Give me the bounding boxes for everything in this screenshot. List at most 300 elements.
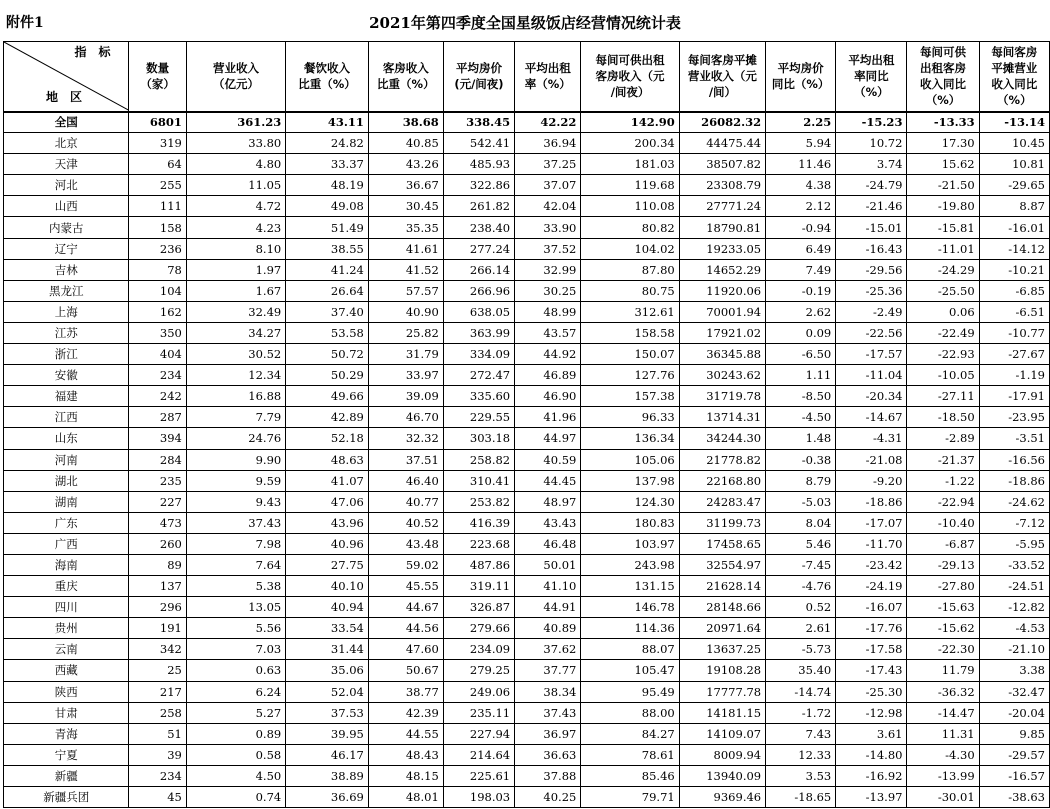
table-row: [4, 723, 1050, 744]
value-cell: -17.91: [979, 386, 1049, 407]
value-cell: 5.56: [186, 618, 285, 639]
value-cell: 30243.62: [679, 365, 765, 386]
value-cell: -0.19: [766, 280, 836, 301]
value-cell: 4.38: [766, 175, 836, 196]
table-row: [4, 154, 1050, 175]
value-cell: 40.85: [368, 133, 443, 154]
region-cell: 江西: [4, 407, 129, 428]
table-row: [4, 175, 1050, 196]
value-cell: 2.62: [766, 301, 836, 322]
value-cell: 33.97: [368, 365, 443, 386]
value-cell: -1.19: [979, 365, 1049, 386]
value-cell: -4.53: [979, 618, 1049, 639]
value-cell: -21.10: [979, 639, 1049, 660]
table-row: [4, 702, 1050, 723]
value-cell: 30.25: [515, 280, 581, 301]
value-cell: 10.81: [979, 154, 1049, 175]
value-cell: 46.70: [368, 407, 443, 428]
value-cell: -16.56: [979, 449, 1049, 470]
value-cell: 53.58: [286, 322, 369, 343]
value-cell: 44.45: [515, 470, 581, 491]
value-cell: -16.57: [979, 765, 1049, 786]
value-cell: 95.49: [581, 681, 679, 702]
value-cell: 44.92: [515, 344, 581, 365]
region-cell: 甘肃: [4, 702, 129, 723]
table-row: [4, 554, 1050, 575]
value-cell: 57.57: [368, 280, 443, 301]
value-cell: 23308.79: [679, 175, 765, 196]
value-cell: 0.09: [766, 322, 836, 343]
value-cell: -5.73: [766, 639, 836, 660]
value-cell: 227: [129, 491, 186, 512]
value-cell: 214.64: [443, 744, 514, 765]
value-cell: 64: [129, 154, 186, 175]
value-cell: 13637.25: [679, 639, 765, 660]
value-cell: 8.10: [186, 238, 285, 259]
value-cell: 37.51: [368, 449, 443, 470]
region-cell: 新疆兵团: [4, 787, 129, 808]
value-cell: 85.46: [581, 765, 679, 786]
value-cell: 49.66: [286, 386, 369, 407]
table-row: [4, 765, 1050, 786]
corner-region-label: 地 区: [46, 89, 83, 104]
value-cell: -24.62: [979, 491, 1049, 512]
table-row: [4, 449, 1050, 470]
value-cell: -10.21: [979, 259, 1049, 280]
value-cell: 37.52: [515, 238, 581, 259]
value-cell: 249.06: [443, 681, 514, 702]
value-cell: -13.97: [836, 787, 907, 808]
value-cell: 266.14: [443, 259, 514, 280]
value-cell: 48.19: [286, 175, 369, 196]
value-cell: 261.82: [443, 196, 514, 217]
value-cell: 2.25: [766, 112, 836, 133]
value-cell: 41.61: [368, 238, 443, 259]
value-cell: 48.97: [515, 491, 581, 512]
value-cell: 38.89: [286, 765, 369, 786]
value-cell: -2.89: [907, 428, 979, 449]
attachment-label: 附件1: [6, 15, 44, 31]
value-cell: 142.90: [581, 112, 679, 133]
value-cell: 47.06: [286, 491, 369, 512]
value-cell: 42.39: [368, 702, 443, 723]
value-cell: 146.78: [581, 597, 679, 618]
value-cell: -17.57: [836, 344, 907, 365]
value-cell: 4.72: [186, 196, 285, 217]
value-cell: 28148.66: [679, 597, 765, 618]
value-cell: 37.88: [515, 765, 581, 786]
value-cell: -6.87: [907, 533, 979, 554]
value-cell: 162: [129, 301, 186, 322]
value-cell: 191: [129, 618, 186, 639]
value-cell: 361.23: [186, 112, 285, 133]
value-cell: 50.01: [515, 554, 581, 575]
value-cell: 335.60: [443, 386, 514, 407]
value-cell: 48.99: [515, 301, 581, 322]
table-row: [4, 322, 1050, 343]
value-cell: -12.98: [836, 702, 907, 723]
value-cell: 5.27: [186, 702, 285, 723]
region-cell: 辽宁: [4, 238, 129, 259]
value-cell: 137.98: [581, 470, 679, 491]
value-cell: -27.80: [907, 576, 979, 597]
value-cell: 49.08: [286, 196, 369, 217]
value-cell: 40.89: [515, 618, 581, 639]
value-cell: 40.25: [515, 787, 581, 808]
value-cell: 32.32: [368, 428, 443, 449]
value-cell: 48.15: [368, 765, 443, 786]
value-cell: 27.75: [286, 554, 369, 575]
value-cell: 234: [129, 765, 186, 786]
value-cell: 150.07: [581, 344, 679, 365]
value-cell: -24.79: [836, 175, 907, 196]
value-cell: -11.01: [907, 238, 979, 259]
value-cell: 40.10: [286, 576, 369, 597]
value-cell: 326.87: [443, 597, 514, 618]
value-cell: -22.49: [907, 322, 979, 343]
value-cell: 25: [129, 660, 186, 681]
value-cell: -25.36: [836, 280, 907, 301]
value-cell: -10.77: [979, 322, 1049, 343]
value-cell: 44.56: [368, 618, 443, 639]
value-cell: 0.63: [186, 660, 285, 681]
value-cell: -7.12: [979, 512, 1049, 533]
table-row: [4, 533, 1050, 554]
value-cell: 24.76: [186, 428, 285, 449]
value-cell: -30.01: [907, 787, 979, 808]
value-cell: 200.34: [581, 133, 679, 154]
value-cell: -27.67: [979, 344, 1049, 365]
value-cell: 19233.05: [679, 238, 765, 259]
value-cell: 114.36: [581, 618, 679, 639]
value-cell: 51.49: [286, 217, 369, 238]
value-cell: 279.66: [443, 618, 514, 639]
value-cell: 84.27: [581, 723, 679, 744]
value-cell: 42.04: [515, 196, 581, 217]
table-row: [4, 133, 1050, 154]
value-cell: 103.97: [581, 533, 679, 554]
value-cell: 37.25: [515, 154, 581, 175]
value-cell: 8.79: [766, 470, 836, 491]
value-cell: 34.27: [186, 322, 285, 343]
value-cell: 542.41: [443, 133, 514, 154]
value-cell: 180.83: [581, 512, 679, 533]
value-cell: 37.40: [286, 301, 369, 322]
value-cell: 5.46: [766, 533, 836, 554]
value-cell: 26082.32: [679, 112, 765, 133]
value-cell: 227.94: [443, 723, 514, 744]
value-cell: -9.20: [836, 470, 907, 491]
region-cell: 湖北: [4, 470, 129, 491]
value-cell: -13.33: [907, 112, 979, 133]
region-cell: 海南: [4, 554, 129, 575]
corner-indicator-label: 指 标: [74, 45, 111, 59]
value-cell: 31.44: [286, 639, 369, 660]
value-cell: 13.05: [186, 597, 285, 618]
value-cell: 47.60: [368, 639, 443, 660]
value-cell: 43.43: [515, 512, 581, 533]
value-cell: 181.03: [581, 154, 679, 175]
value-cell: 404: [129, 344, 186, 365]
value-cell: 50.67: [368, 660, 443, 681]
value-cell: -29.13: [907, 554, 979, 575]
value-cell: 48.43: [368, 744, 443, 765]
value-cell: 258: [129, 702, 186, 723]
column-header: 平均房价 (元/间夜): [443, 42, 514, 112]
value-cell: -21.37: [907, 449, 979, 470]
value-cell: 34244.30: [679, 428, 765, 449]
value-cell: -7.45: [766, 554, 836, 575]
value-cell: 37.43: [515, 702, 581, 723]
value-cell: 31199.73: [679, 512, 765, 533]
value-cell: 21778.82: [679, 449, 765, 470]
value-cell: 13940.09: [679, 765, 765, 786]
value-cell: 131.15: [581, 576, 679, 597]
value-cell: 258.82: [443, 449, 514, 470]
value-cell: 46.17: [286, 744, 369, 765]
value-cell: -6.51: [979, 301, 1049, 322]
value-cell: 45.55: [368, 576, 443, 597]
value-cell: -21.08: [836, 449, 907, 470]
value-cell: 36345.88: [679, 344, 765, 365]
column-header: 平均出租 率（%）: [515, 42, 581, 112]
value-cell: 303.18: [443, 428, 514, 449]
value-cell: 260: [129, 533, 186, 554]
value-cell: -14.67: [836, 407, 907, 428]
value-cell: 41.07: [286, 470, 369, 491]
value-cell: -1.72: [766, 702, 836, 723]
region-cell: 天津: [4, 154, 129, 175]
value-cell: 7.98: [186, 533, 285, 554]
value-cell: 272.47: [443, 365, 514, 386]
value-cell: 41.24: [286, 259, 369, 280]
value-cell: 17.30: [907, 133, 979, 154]
value-cell: 235: [129, 470, 186, 491]
value-cell: 48.01: [368, 787, 443, 808]
value-cell: 1.67: [186, 280, 285, 301]
value-cell: -25.50: [907, 280, 979, 301]
table-title: 2021年第四季度全国星级饭店经营情况统计表: [369, 14, 681, 32]
region-cell: 云南: [4, 639, 129, 660]
table-row: [4, 365, 1050, 386]
value-cell: 14652.29: [679, 259, 765, 280]
value-cell: 9369.46: [679, 787, 765, 808]
value-cell: 35.35: [368, 217, 443, 238]
value-cell: 36.69: [286, 787, 369, 808]
value-cell: -22.93: [907, 344, 979, 365]
region-cell: 山西: [4, 196, 129, 217]
value-cell: 33.54: [286, 618, 369, 639]
value-cell: 7.64: [186, 554, 285, 575]
region-cell: 内蒙古: [4, 217, 129, 238]
value-cell: 363.99: [443, 322, 514, 343]
value-cell: -18.86: [836, 491, 907, 512]
value-cell: 334.09: [443, 344, 514, 365]
value-cell: 43.57: [515, 322, 581, 343]
value-cell: 37.07: [515, 175, 581, 196]
value-cell: 0.74: [186, 787, 285, 808]
value-cell: 30.52: [186, 344, 285, 365]
table-row: [4, 470, 1050, 491]
value-cell: 89: [129, 554, 186, 575]
value-cell: 234: [129, 365, 186, 386]
value-cell: -14.80: [836, 744, 907, 765]
value-cell: 319.11: [443, 576, 514, 597]
value-cell: 41.52: [368, 259, 443, 280]
value-cell: -11.04: [836, 365, 907, 386]
value-cell: 3.74: [836, 154, 907, 175]
value-cell: -19.80: [907, 196, 979, 217]
region-cell: 安徽: [4, 365, 129, 386]
column-header: 营业收入 （亿元）: [186, 42, 285, 112]
value-cell: 266.96: [443, 280, 514, 301]
value-cell: -25.30: [836, 681, 907, 702]
value-cell: 0.58: [186, 744, 285, 765]
value-cell: -17.58: [836, 639, 907, 660]
value-cell: 319: [129, 133, 186, 154]
value-cell: -15.23: [836, 112, 907, 133]
value-cell: 5.94: [766, 133, 836, 154]
value-cell: 124.30: [581, 491, 679, 512]
value-cell: 38507.82: [679, 154, 765, 175]
value-cell: -20.04: [979, 702, 1049, 723]
table-row: [4, 639, 1050, 660]
value-cell: 157.38: [581, 386, 679, 407]
value-cell: 30.45: [368, 196, 443, 217]
value-cell: 277.24: [443, 238, 514, 259]
value-cell: 13714.31: [679, 407, 765, 428]
value-cell: 37.77: [515, 660, 581, 681]
value-cell: 40.52: [368, 512, 443, 533]
value-cell: 36.97: [515, 723, 581, 744]
table-row: [4, 344, 1050, 365]
value-cell: 44.91: [515, 597, 581, 618]
value-cell: 35.40: [766, 660, 836, 681]
value-cell: -2.49: [836, 301, 907, 322]
value-cell: 39.09: [368, 386, 443, 407]
table-row: [4, 744, 1050, 765]
value-cell: 5.38: [186, 576, 285, 597]
value-cell: 0.52: [766, 597, 836, 618]
value-cell: 279.25: [443, 660, 514, 681]
region-cell: 浙江: [4, 344, 129, 365]
value-cell: 225.61: [443, 765, 514, 786]
value-cell: 46.90: [515, 386, 581, 407]
column-header: 每间客房 平摊营业 收入同比 （%）: [979, 42, 1049, 112]
value-cell: -14.47: [907, 702, 979, 723]
value-cell: 40.90: [368, 301, 443, 322]
value-cell: 32.49: [186, 301, 285, 322]
value-cell: -0.38: [766, 449, 836, 470]
column-header: 餐饮收入 比重（%）: [286, 42, 369, 112]
value-cell: 96.33: [581, 407, 679, 428]
value-cell: 158.58: [581, 322, 679, 343]
value-cell: 33.80: [186, 133, 285, 154]
value-cell: 12.33: [766, 744, 836, 765]
value-cell: 217: [129, 681, 186, 702]
value-cell: -16.92: [836, 765, 907, 786]
value-cell: 43.26: [368, 154, 443, 175]
value-cell: 16.88: [186, 386, 285, 407]
value-cell: 105.06: [581, 449, 679, 470]
header-row: [4, 42, 1050, 112]
region-cell: 贵州: [4, 618, 129, 639]
value-cell: -22.94: [907, 491, 979, 512]
value-cell: -32.47: [979, 681, 1049, 702]
value-cell: -4.31: [836, 428, 907, 449]
value-cell: 394: [129, 428, 186, 449]
value-cell: 11.79: [907, 660, 979, 681]
value-cell: 38.68: [368, 112, 443, 133]
value-cell: -14.74: [766, 681, 836, 702]
region-cell: 山东: [4, 428, 129, 449]
value-cell: 24283.47: [679, 491, 765, 512]
value-cell: -17.76: [836, 618, 907, 639]
value-cell: 104.02: [581, 238, 679, 259]
table-row: [4, 301, 1050, 322]
value-cell: 78: [129, 259, 186, 280]
region-cell: 吉林: [4, 259, 129, 280]
value-cell: 12.34: [186, 365, 285, 386]
value-cell: 322.86: [443, 175, 514, 196]
table-row: [4, 259, 1050, 280]
table-row: [4, 217, 1050, 238]
value-cell: -17.43: [836, 660, 907, 681]
value-cell: 14109.07: [679, 723, 765, 744]
value-cell: 473: [129, 512, 186, 533]
value-cell: 88.00: [581, 702, 679, 723]
value-cell: 15.62: [907, 154, 979, 175]
value-cell: 48.63: [286, 449, 369, 470]
value-cell: 238.40: [443, 217, 514, 238]
value-cell: -29.56: [836, 259, 907, 280]
value-cell: 39: [129, 744, 186, 765]
table-row: [4, 428, 1050, 449]
value-cell: 111: [129, 196, 186, 217]
region-cell: 湖南: [4, 491, 129, 512]
value-cell: -5.03: [766, 491, 836, 512]
value-cell: 287: [129, 407, 186, 428]
value-cell: 7.43: [766, 723, 836, 744]
value-cell: 17777.78: [679, 681, 765, 702]
value-cell: 158: [129, 217, 186, 238]
value-cell: 46.40: [368, 470, 443, 491]
value-cell: 40.59: [515, 449, 581, 470]
table-row: [4, 491, 1050, 512]
value-cell: -0.94: [766, 217, 836, 238]
value-cell: 0.06: [907, 301, 979, 322]
region-cell: 四川: [4, 597, 129, 618]
value-cell: 24.82: [286, 133, 369, 154]
value-cell: 19108.28: [679, 660, 765, 681]
value-cell: 7.03: [186, 639, 285, 660]
value-cell: 2.12: [766, 196, 836, 217]
table-row: [4, 787, 1050, 808]
value-cell: 6.49: [766, 238, 836, 259]
column-header: 平均出租 率同比 （%）: [836, 42, 907, 112]
column-header: 每间可供出租 客房收入（元 /间夜）: [581, 42, 679, 112]
table-row: [4, 386, 1050, 407]
table-row: [4, 512, 1050, 533]
column-header: 平均房价 同比（%）: [766, 42, 836, 112]
value-cell: 338.45: [443, 112, 514, 133]
table-row: [4, 618, 1050, 639]
value-cell: 43.48: [368, 533, 443, 554]
region-cell: 河北: [4, 175, 129, 196]
value-cell: 38.34: [515, 681, 581, 702]
value-cell: 638.05: [443, 301, 514, 322]
value-cell: 8009.94: [679, 744, 765, 765]
